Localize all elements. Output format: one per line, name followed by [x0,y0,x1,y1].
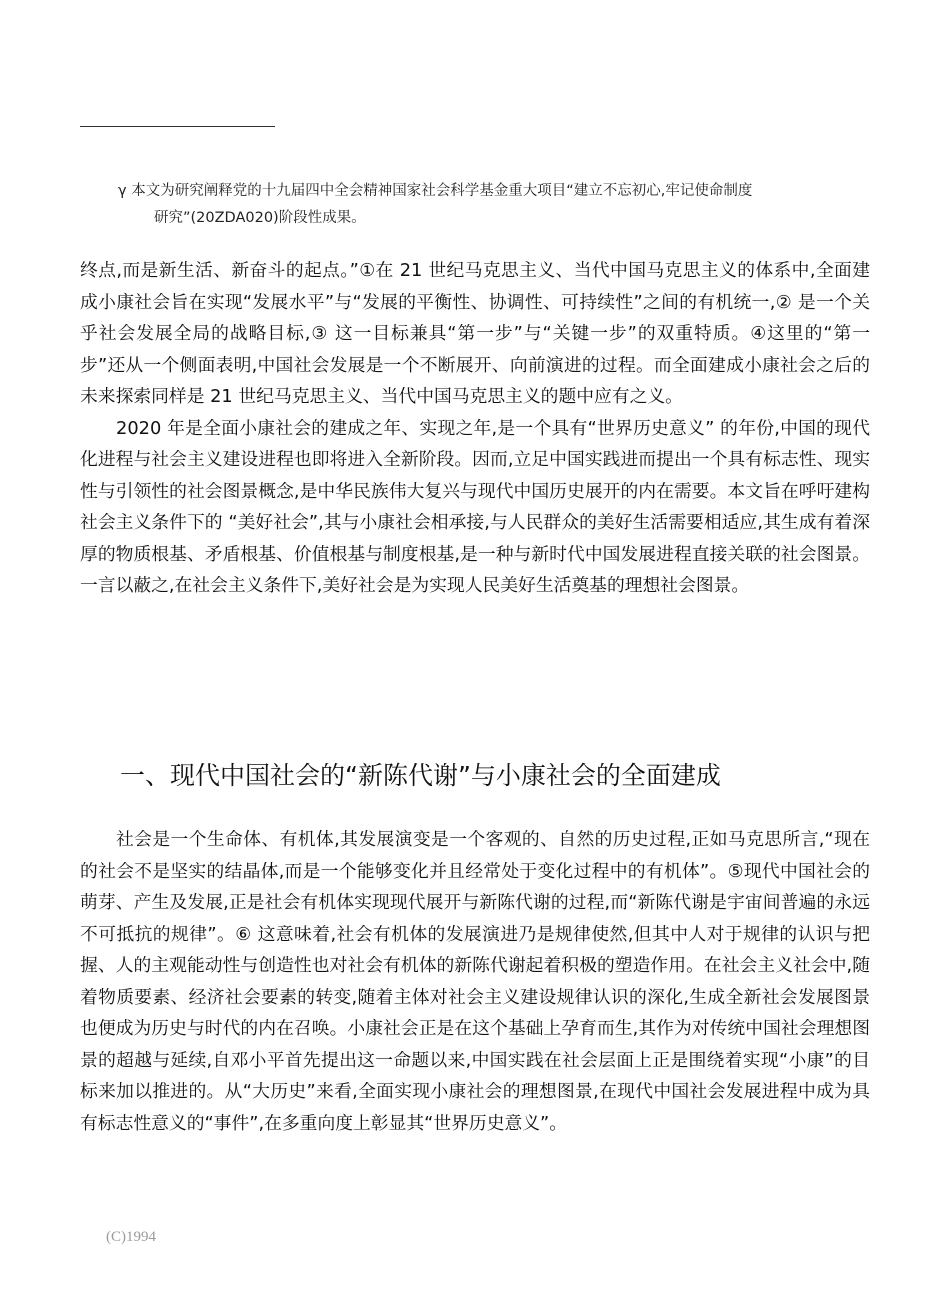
footnote-text-line2: 研究”(20ZDA020)阶段性成果。 [154,210,366,226]
footnote-marker: γ [118,183,127,199]
footnote [118,178,878,232]
paragraph-continuation: 终点,而是新生活、新奋斗的起点。”①在 21 世纪马克思主义、当代中国马克思主义的体系中,全面建成小康社会旨在实现“发展水平”与“发展的平衡性、协调性、可持续性”之间的有机统一,② 是一个关乎社会发展全局的战略目标,③ 这一目标兼具“第一步”与“关键一步”的双重特质。④这里的“第一步”还从一个侧面表明,中国社会发展是一个不断展开、向前演进的过程。而全面建成小康社会之后的未来探索同样是 21 世纪马克思主义、当代中国马克思主义的题中应有之义。 [80,260,870,407]
section-paragraph: 社会是一个生命体、有机体,其发展演变是一个客观的、自然的历史过程,正如马克思所言,“现在的社会不是坚实的结晶体,而是一个能够变化并且经常处于变化过程中的有机体”。⑤现代中国社会的萌芽、产生及发展,正是社会有机体实现现代展开与新陈代谢的过程,而“新陈代谢是宇宙间普遍的永远不可抵抗的规律”。⑥ 这意味着,社会有机体的发展演进乃是规律使然,但其中人对于规律的认识与把握、人的主观能动性与创造性也对社会有机体的新陈代谢起着积极的塑造作用。在社会主义社会中,随着物质要素、经济社会要素的转变,随着主体对社会主义建设规律认识的深化,生成全新社会发展图景也便成为历史与时代的内在召唤。小康社会正是在这个基础上孕育而生,其作为对传统中国社会理想图景的超越与延续,自邓小平首先提出这一命题以来,中国实践在社会层面上正是围绕着实现“小康”的目标来加以推进的。从“大历史”来看,全面实现小康社会的理想图景,在现代中国社会发展进程中成为具有标志性意义的“事件”,在多重向度上彰显其“世界历史意义”。 [80,829,870,1134]
intro-body [80,255,870,602]
section-heading: 一、现代中国社会的“新陈代谢”与小康社会的全面建成 [120,761,721,790]
footnote-separator [80,126,275,127]
paragraph-2020: 2020 年是全面小康社会的建成之年、实现之年,是一个具有“世界历史意义” 的年份,中国的现代化进程与社会主义建设进程也即将进入全新阶段。因而,立足中国实践进而提出一个具有标志性、现实性与引领性的社会图景概念,是中华民族伟大复兴与现代中国历史展开的内在需要。本文旨在呼吁建构社会主义条件下的 “美好社会”,其与小康社会相承接,与人民群众的美好生活需要相适应,其生成有着深厚的物质根基、矛盾根基、价值根基与制度根基,是一种与新时代中国发展进程直接关联的社会图景。一言以蔽之,在社会主义条件下,美好社会是为实现人民美好生活奠基的理想社会图景。 [80,417,870,596]
section-body [80,824,870,1139]
footnote-text-line1: 本文为研究阐释党的十九届四中全会精神国家社会科学基金重大项目“建立不忘初心,牢记使命制度 [131,183,753,199]
copyright-watermark: (C)1994 [106,1229,156,1245]
